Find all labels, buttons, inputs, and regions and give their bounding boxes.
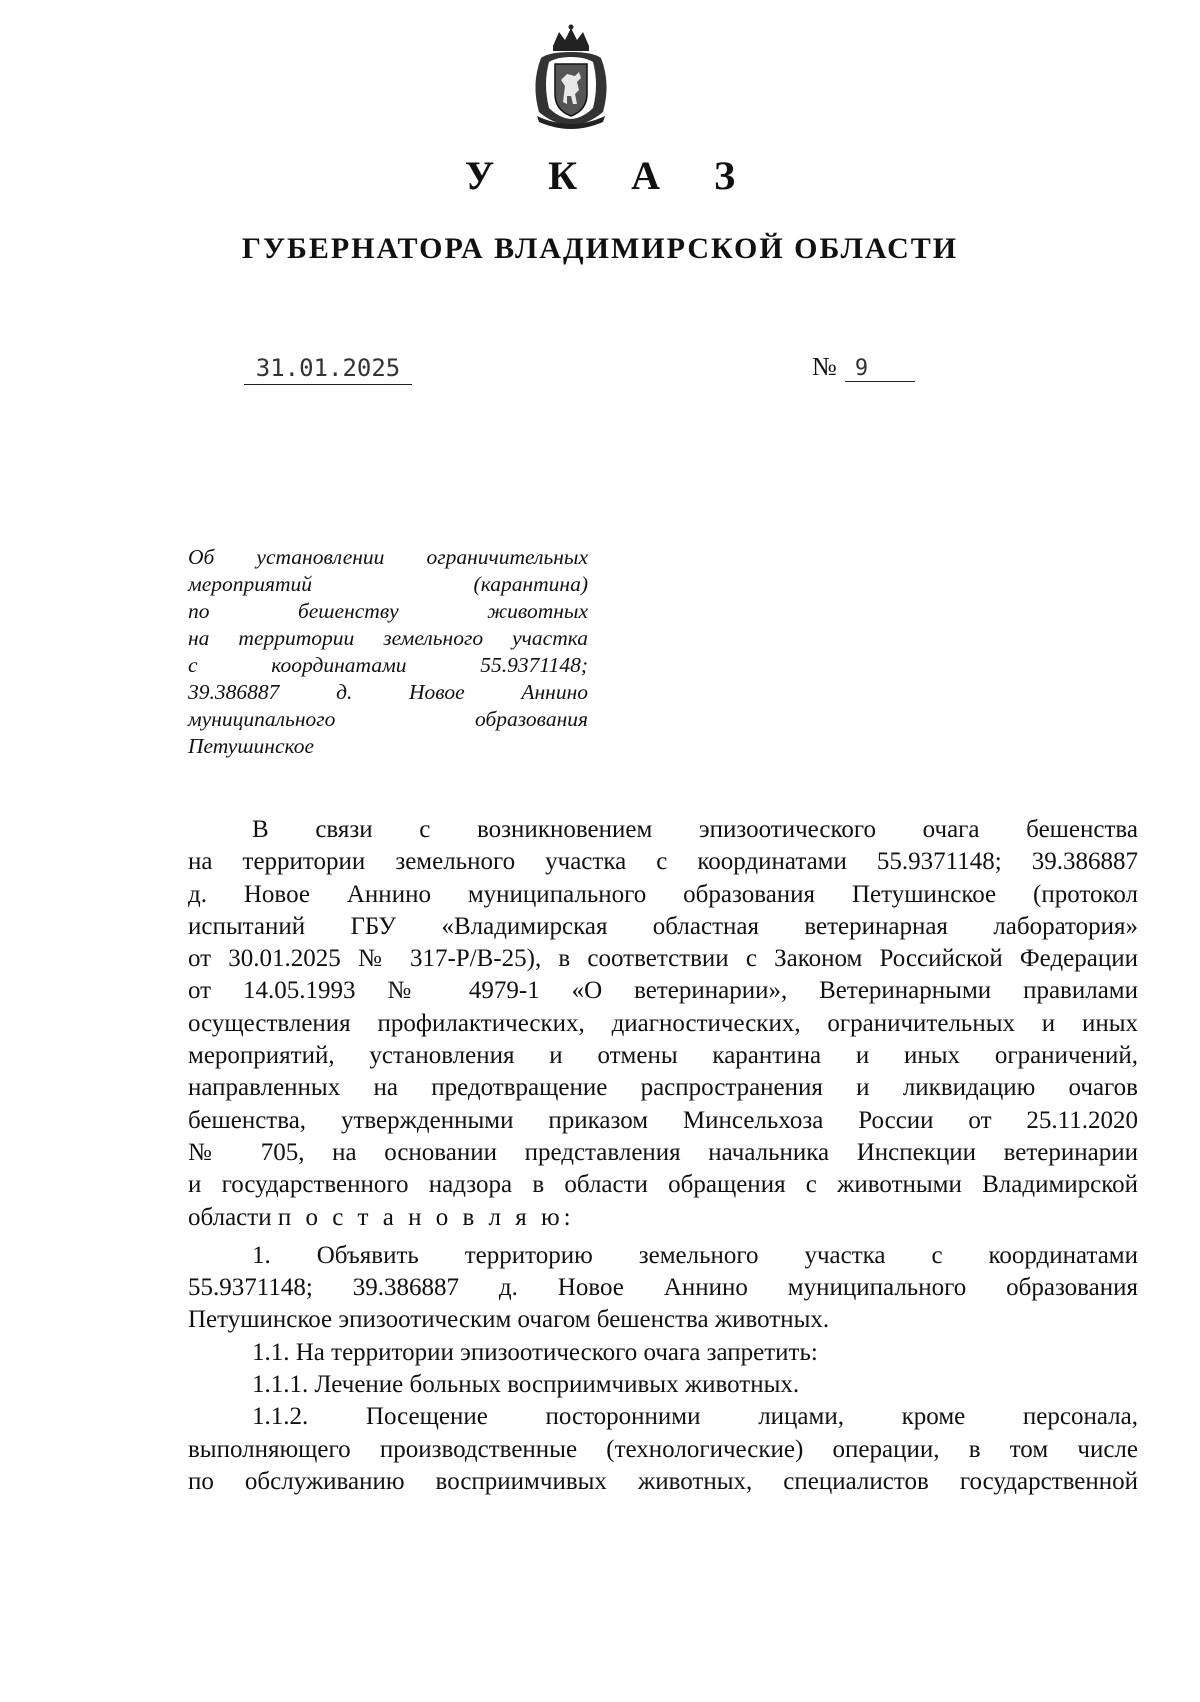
preamble-line: № 705, на основании представления начальника Инспекции ветеринарии — [188, 1138, 1138, 1166]
subject-line: мероприятий (карантина) — [188, 572, 588, 596]
preamble-line: осуществления профилактических, диагностических, ограничительных и иных — [188, 1009, 1138, 1037]
document-number — [812, 352, 915, 382]
item-1-line: Петушинское эпизоотическим очагом бешенства животных. — [188, 1306, 830, 1334]
coat-of-arms-icon — [523, 24, 619, 130]
document-date: 31.01.2025 — [244, 354, 412, 385]
item-1-1-2-line: выполняющего производственные (технологические) операции, в том числе — [188, 1435, 1138, 1463]
subject-line: 39.386887 д. Новое Аннино — [188, 680, 588, 704]
document-subtitle: ГУБЕРНАТОРА ВЛАДИМИРСКОЙ ОБЛАСТИ — [241, 232, 959, 265]
item-1-line: 55.9371148; 39.386887 д. Новое Аннино муниципального образования — [188, 1274, 1138, 1302]
item-1-line: 1. Объявить территорию земельного участка с координатами — [252, 1241, 1138, 1269]
preamble-line: от 30.01.2025 № 317-Р/В-25), в соответствии с Законом Российской Федерации — [188, 945, 1138, 973]
preamble-line: на территории земельного участка с координатами 55.9371148; 39.386887 — [188, 848, 1138, 876]
resolve-word: п о с т а н о в л я ю: — [277, 1203, 575, 1231]
subject-line: Петушинское — [188, 734, 315, 758]
preamble-line: д. Новое Аннино муниципального образования Петушинское (протокол — [188, 880, 1138, 908]
subject-line: на территории земельного участка — [188, 626, 588, 650]
preamble-end: области — [188, 1203, 272, 1231]
preamble-line: мероприятий, установления и отмены карантина и иных ограничений, — [188, 1042, 1138, 1070]
item-1-1-1: 1.1.1. Лечение больных восприимчивых животных. — [252, 1371, 800, 1399]
subject-line: Об установлении ограничительных — [188, 545, 588, 569]
subject-block — [188, 544, 588, 760]
document-body — [188, 814, 1138, 1498]
subject-line: муниципального образования — [188, 707, 588, 731]
preamble-final-line — [188, 1202, 1138, 1234]
preamble-line: направленных на предотвращение распространения и ликвидацию очагов — [188, 1074, 1138, 1102]
subject-line: с координатами 55.9371148; — [188, 653, 588, 677]
preamble-line: испытаний ГБУ «Владимирская областная ветеринарная лаборатория» — [188, 912, 1138, 940]
preamble-line: от 14.05.1993 № 4979-1 «О ветеринарии», Ветеринарными правилами — [188, 977, 1138, 1005]
item-1-1-2-line: 1.1.2. Посещение посторонними лицами, кроме персонала, — [252, 1403, 1138, 1431]
number-sign: № — [812, 352, 837, 381]
number-value: 9 — [845, 356, 915, 382]
preamble-line: бешенства, утвержденными приказом Минсельхоза России от 25.11.2020 — [188, 1106, 1138, 1134]
item-1-1: 1.1. На территории эпизоотического очага запретить: — [252, 1338, 818, 1366]
subject-line: по бешенству животных — [188, 599, 588, 623]
preamble-line: В связи с возникновением эпизоотического очага бешенства — [252, 816, 1138, 843]
preamble-line: и государственного надзора в области обращения с животными Владимирской — [188, 1171, 1138, 1199]
item-1-1-2-line: по обслуживанию восприимчивых животных, специалистов государственной — [188, 1467, 1138, 1495]
document-title: У К А З — [464, 153, 758, 198]
